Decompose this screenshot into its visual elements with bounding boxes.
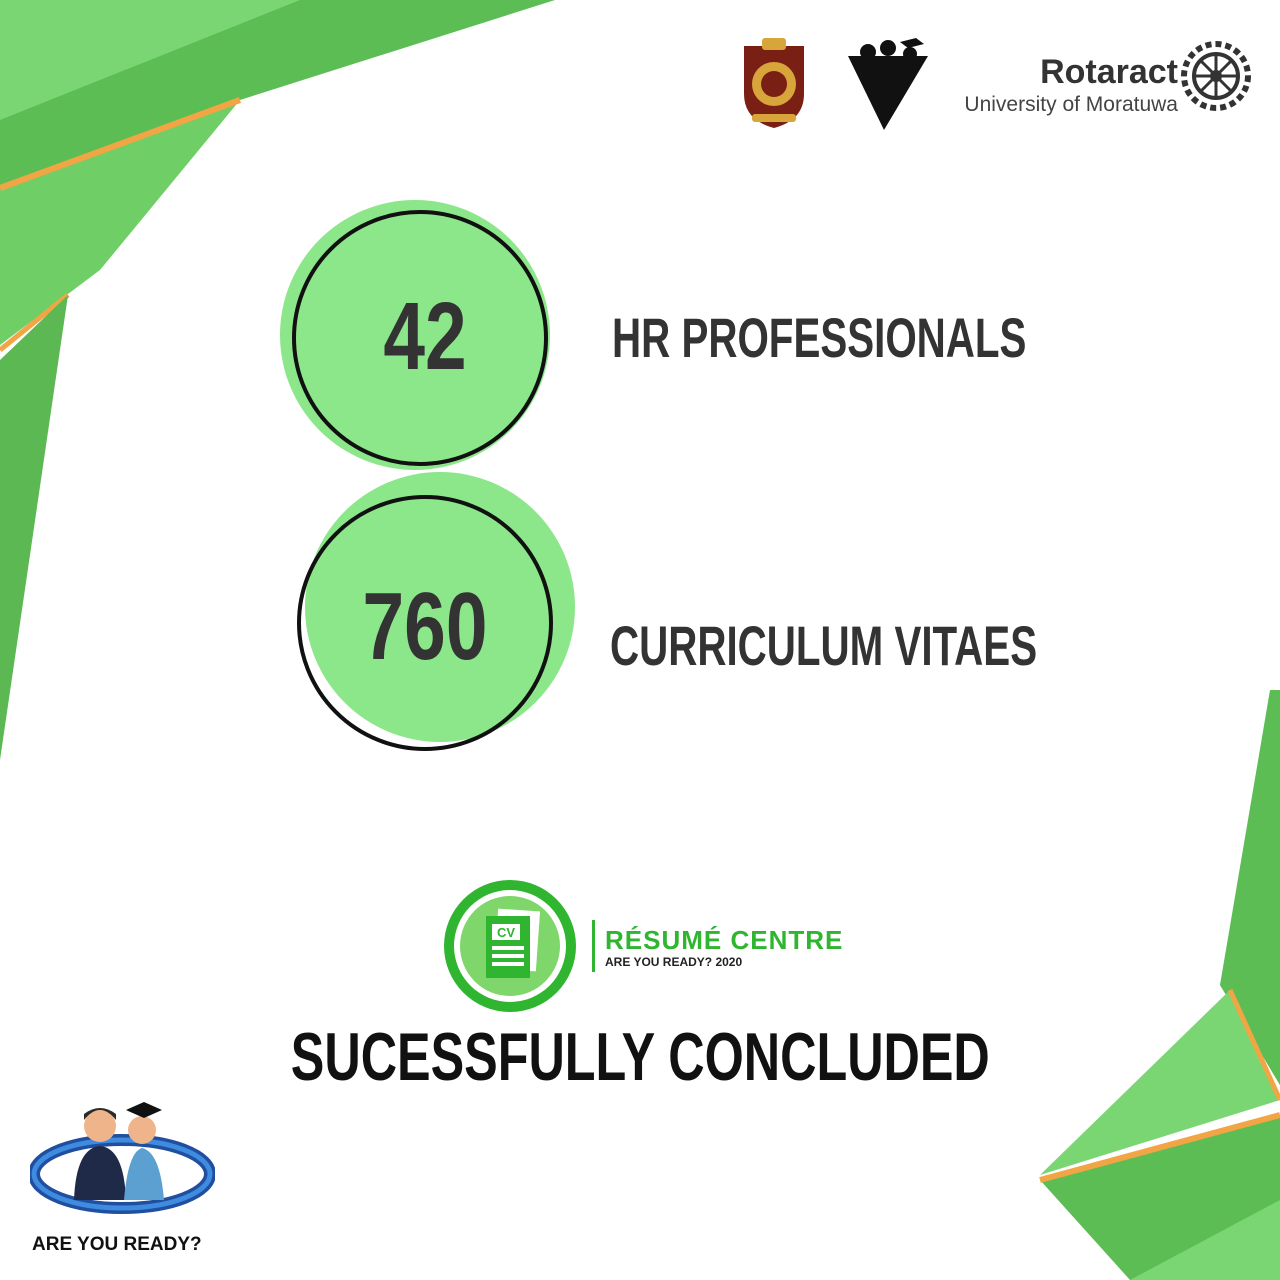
headline bbox=[0, 1018, 1280, 1096]
resume-centre-divider bbox=[592, 920, 595, 972]
rotaract-title: Rotaract bbox=[1040, 53, 1178, 91]
resume-centre-icon bbox=[440, 876, 580, 1016]
resume-centre-subtitle: ARE YOU READY? 2020 bbox=[605, 955, 743, 969]
rotaract-subtitle: University of Moratuwa bbox=[964, 93, 1178, 116]
graduates-v-logo bbox=[848, 38, 928, 130]
rotaract-logo-text bbox=[948, 52, 1178, 118]
resume-centre-title: RÉSUMÉ CENTRE bbox=[605, 925, 844, 955]
stat-number-cv: 760 bbox=[362, 573, 488, 680]
stat-label-hr: HR PROFESSIONALS bbox=[612, 306, 1027, 369]
headline-text: SUCESSFULLY CONCLUDED bbox=[290, 1019, 990, 1095]
rotary-wheel-icon bbox=[1180, 40, 1252, 112]
brand-tagline: ARE YOU READY? bbox=[32, 1234, 202, 1255]
cv-badge-text: CV bbox=[496, 925, 516, 940]
stat-label-cv: CURRICULUM VITAES bbox=[610, 614, 1038, 677]
are-you-ready-brand-logo bbox=[30, 1090, 215, 1230]
stat-number-hr: 42 bbox=[383, 283, 467, 390]
university-crest-logo bbox=[736, 36, 812, 130]
